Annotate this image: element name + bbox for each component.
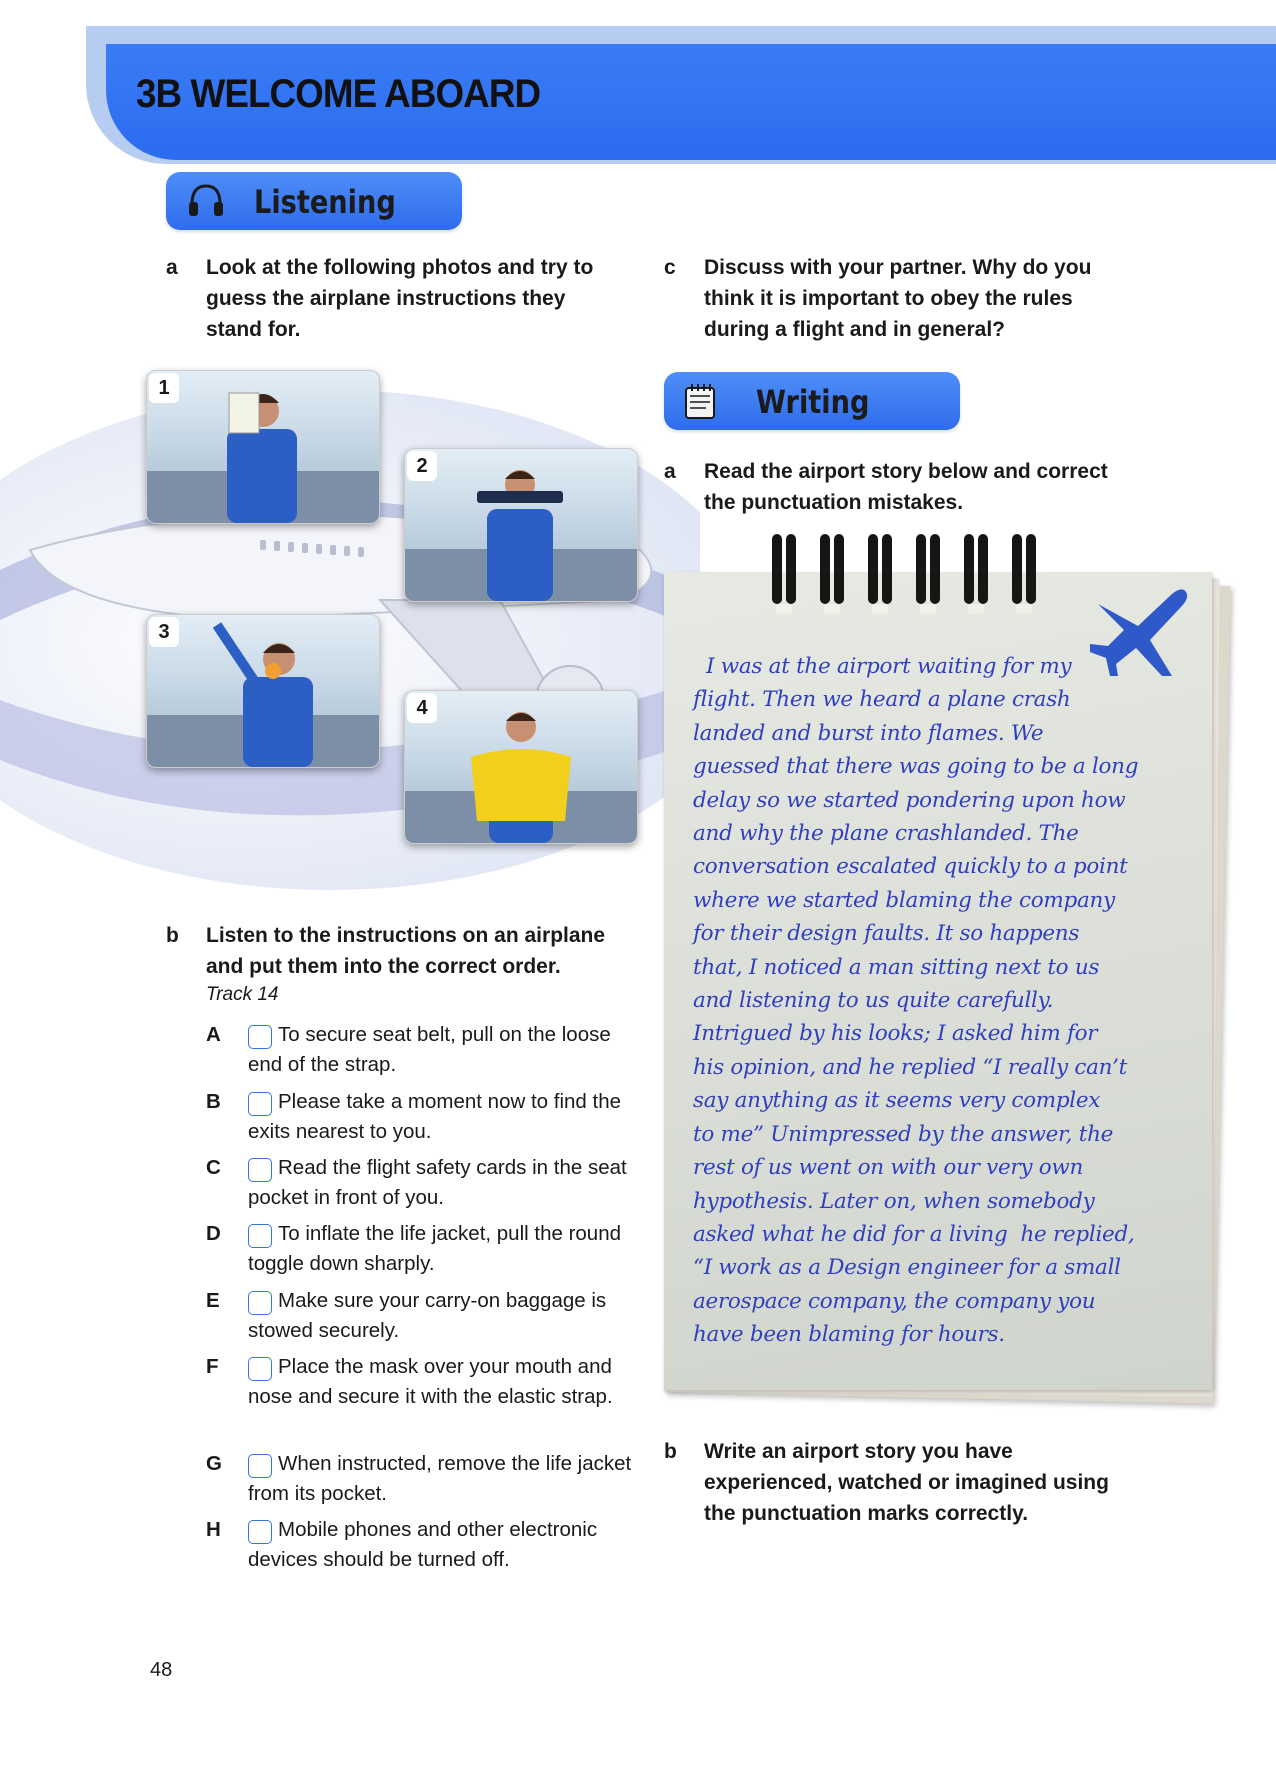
photo-number: 1 bbox=[149, 373, 179, 403]
story-line: guessed that there was going to be a long bbox=[693, 754, 1139, 780]
headphones-icon bbox=[186, 182, 226, 220]
task-text: Write an airport story you have experienced, watched or imagined using the punctuation marks correctly. bbox=[704, 1440, 1109, 1525]
story-line: say anything as it seems very complex bbox=[693, 1088, 1101, 1114]
story-line: that, I noticed a man sitting next to us bbox=[693, 954, 1100, 980]
photo-safety-card bbox=[146, 370, 380, 524]
writing-section-header bbox=[664, 372, 960, 430]
choice-text: Mobile phones and other electronic devices should be turned off. bbox=[248, 1518, 598, 1571]
story-line: hypothesis. Later on, when somebody bbox=[693, 1188, 1095, 1214]
choice-letter: H bbox=[206, 1518, 221, 1541]
story-line: landed and burst into flames. We bbox=[693, 720, 1044, 746]
unit-title: 3B WELCOME ABOARD bbox=[136, 72, 541, 116]
story-line: and listening to us quite carefully. bbox=[693, 988, 1054, 1014]
task-text: Discuss with your partner. Why do you think it is important to obey the rules during a flight and in general? bbox=[704, 256, 1092, 341]
writing-label: Writing bbox=[756, 383, 870, 421]
story-line: flight. Then we heard a plane crash bbox=[693, 687, 1071, 713]
story-line: asked what he did for a living he replied, bbox=[693, 1221, 1135, 1247]
photo-life-jacket bbox=[404, 690, 638, 844]
notebook-spiral-binding bbox=[762, 530, 1082, 620]
story-line: for their design faults. It so happens bbox=[693, 921, 1080, 947]
task-letter: a bbox=[166, 256, 178, 279]
story-line: aerospace company, the company you bbox=[693, 1288, 1096, 1314]
choice-text: Place the mask over your mouth and nose and secure it with the elastic strap. bbox=[248, 1355, 613, 1408]
notepad-icon bbox=[682, 382, 722, 420]
story-line: “I work as a Design engineer for a small bbox=[693, 1255, 1121, 1281]
task-text: Look at the following photos and try to guess the airplane instructions they stand for. bbox=[206, 256, 594, 341]
listening-label: Listening bbox=[254, 183, 396, 221]
photo-number: 3 bbox=[149, 617, 179, 647]
choice-letter: E bbox=[206, 1289, 220, 1312]
choice-text: Please take a moment now to find the exits nearest to you. bbox=[248, 1090, 622, 1143]
story-line: his opinion, and he replied “I really can’t bbox=[693, 1054, 1128, 1080]
airport-story bbox=[693, 650, 1163, 1352]
choice-letter: B bbox=[206, 1090, 221, 1113]
task-letter: b bbox=[664, 1440, 677, 1463]
choice-letter: G bbox=[206, 1452, 222, 1475]
story-line: delay so we started pondering upon how bbox=[693, 787, 1126, 813]
task-text: Listen to the instructions on an airplane and put them into the correct order. bbox=[206, 924, 606, 978]
story-line: and why the plane crashlanded. The bbox=[693, 821, 1079, 847]
photo-seat-belt bbox=[404, 448, 638, 602]
task-letter: b bbox=[166, 924, 179, 947]
choice-letter: C bbox=[206, 1156, 221, 1179]
photo-number: 2 bbox=[407, 451, 437, 481]
track-label: Track 14 bbox=[206, 984, 279, 1005]
listening-section-header bbox=[166, 172, 462, 230]
story-line: rest of us went on with our very own bbox=[693, 1155, 1084, 1181]
task-letter: a bbox=[664, 460, 676, 483]
photo-oxygen-mask bbox=[146, 614, 380, 768]
choice-text: To secure seat belt, pull on the loose end of the strap. bbox=[248, 1023, 611, 1076]
page-number: 48 bbox=[150, 1659, 173, 1681]
story-line: Intrigued by his looks; I asked him for bbox=[693, 1021, 1098, 1047]
choice-letter: D bbox=[206, 1222, 221, 1245]
choice-text: To inflate the life jacket, pull the round toggle down sharply. bbox=[248, 1222, 622, 1275]
choice-letter: A bbox=[206, 1023, 221, 1046]
choice-text: Make sure your carry-on baggage is stowed securely. bbox=[248, 1289, 607, 1342]
story-line: to me” Unimpressed by the answer, the bbox=[693, 1121, 1114, 1147]
choice-letter: F bbox=[206, 1355, 219, 1378]
story-line: conversation escalated quickly to a point bbox=[693, 854, 1128, 880]
story-line: have been blaming for hours. bbox=[693, 1322, 1005, 1348]
photo-number: 4 bbox=[407, 693, 437, 723]
story-line: I was at the airport waiting for my bbox=[693, 654, 1072, 679]
choice-text: Read the flight safety cards in the seat pocket in front of you. bbox=[248, 1156, 627, 1209]
task-text: Read the airport story below and correct the punctuation mistakes. bbox=[704, 460, 1108, 514]
choice-text: When instructed, remove the life jacket from its pocket. bbox=[248, 1452, 632, 1505]
story-line: where we started blaming the company bbox=[693, 887, 1115, 913]
task-letter: c bbox=[664, 256, 676, 279]
